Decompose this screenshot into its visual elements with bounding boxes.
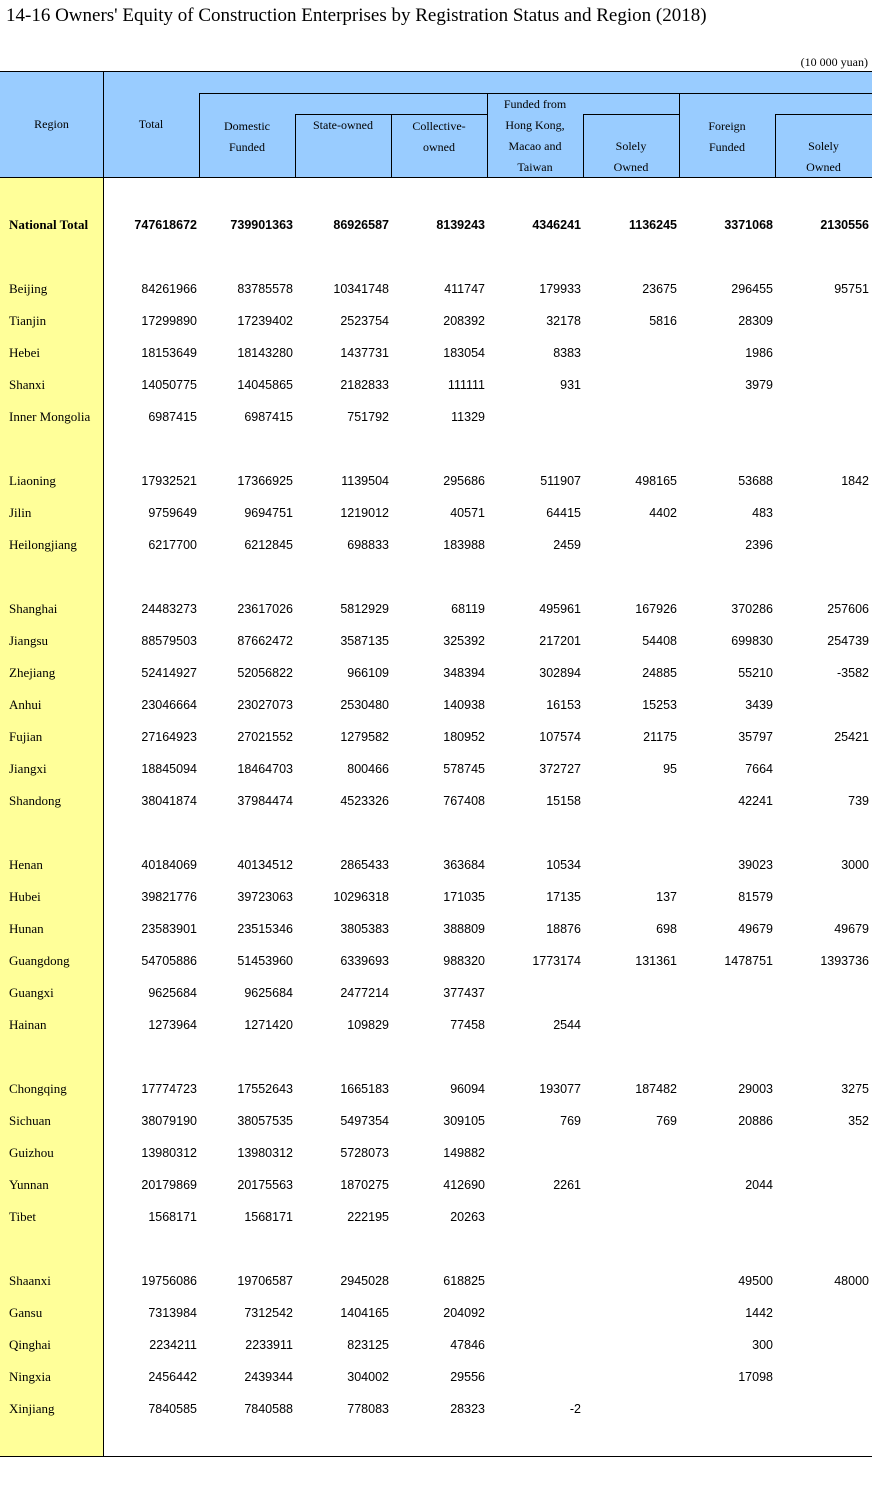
value-cell: 739 [848, 794, 869, 808]
table-row [0, 951, 872, 971]
value-cell: 16153 [546, 698, 581, 712]
region-name: Beijing [9, 281, 48, 296]
value-cell: 1271420 [244, 1018, 293, 1032]
value-cell: 193077 [539, 1082, 581, 1096]
value-cell: 10534 [546, 858, 581, 872]
value-cell: 511907 [540, 474, 581, 488]
value-cell: 47846 [450, 1338, 485, 1352]
value-cell: 23027073 [237, 698, 293, 712]
value-cell: 64415 [546, 506, 581, 520]
value-cell: 25421 [834, 730, 869, 744]
value-cell: 27164923 [141, 730, 197, 744]
value-cell: 352 [848, 1114, 869, 1128]
region-name: Shaanxi [9, 1273, 51, 1288]
table-row [0, 1015, 872, 1035]
value-cell: 208392 [443, 314, 485, 328]
value-cell: 2865433 [340, 858, 389, 872]
table-row [0, 503, 872, 523]
value-cell: 3000 [841, 858, 869, 872]
value-cell: 52056822 [237, 666, 293, 680]
value-cell: 28323 [450, 1402, 485, 1416]
value-cell: 769 [656, 1114, 677, 1128]
value-cell: 6212845 [244, 538, 293, 552]
value-cell: 131361 [635, 954, 677, 968]
header-hk-macao-taiwan-funded: Funded from Hong Kong, Macao and Taiwan [503, 97, 567, 174]
region-name: Guangxi [9, 985, 54, 1000]
table-row [0, 695, 872, 715]
value-cell: 149882 [443, 1146, 485, 1160]
table-row [0, 407, 872, 427]
region-name: Hunan [9, 921, 44, 936]
value-cell: 23046664 [141, 698, 197, 712]
region-name: Shanghai [9, 601, 58, 616]
value-cell: 87662472 [237, 634, 293, 648]
value-cell: 23583901 [141, 922, 197, 936]
table-row [0, 599, 872, 619]
value-cell: 20179869 [141, 1178, 197, 1192]
value-cell: 751792 [347, 410, 389, 424]
value-cell: 2234211 [149, 1338, 197, 1352]
region-name: Anhui [9, 697, 42, 712]
value-cell: 2233911 [245, 1338, 293, 1352]
table-title: 14-16 Owners' Equity of Construction Enterprises by Registration Status and Region (2018) [6, 5, 707, 26]
header-foreign-funded: Foreign Funded [708, 119, 746, 154]
header-hkmt-solely-owned: Solely Owned [613, 139, 649, 174]
unit-label: (10 000 yuan) [800, 55, 868, 69]
value-cell: 302894 [539, 666, 581, 680]
region-name: Shandong [9, 793, 61, 808]
value-cell: 3439 [745, 698, 773, 712]
value-cell: 1139504 [341, 474, 389, 488]
region-name: Guizhou [9, 1145, 54, 1160]
value-cell: 15158 [546, 794, 581, 808]
value-cell: 49679 [834, 922, 869, 936]
value-cell: 183054 [443, 346, 485, 360]
table-row [0, 1399, 872, 1419]
value-cell: 495961 [539, 602, 581, 616]
value-cell: 39023 [738, 858, 773, 872]
value-cell: 17239402 [237, 314, 293, 328]
value-cell: 39723063 [237, 890, 293, 904]
region-name: Gansu [9, 1305, 43, 1320]
region-name: Liaoning [9, 473, 56, 488]
value-cell: 14045865 [237, 378, 293, 392]
value-cell: 769 [560, 1114, 581, 1128]
value-cell: 17552643 [237, 1082, 293, 1096]
value-cell: 37984474 [237, 794, 293, 808]
value-cell: 179933 [539, 282, 581, 296]
value-cell: 2456442 [148, 1370, 197, 1384]
value-cell: 257606 [827, 602, 869, 616]
value-cell: 51453960 [237, 954, 293, 968]
table-row [0, 631, 872, 651]
value-cell: 55210 [738, 666, 773, 680]
value-cell: 180952 [443, 730, 485, 744]
value-cell: 19756086 [141, 1274, 197, 1288]
value-cell: 4523326 [340, 794, 389, 808]
value-cell: 40571 [450, 506, 485, 520]
value-cell: 13980312 [141, 1146, 197, 1160]
value-cell: 7313984 [148, 1306, 197, 1320]
value-cell: 363684 [443, 858, 485, 872]
table-row [0, 983, 872, 1003]
table-row [0, 1335, 872, 1355]
value-cell: 1279582 [340, 730, 389, 744]
value-cell: 7312542 [244, 1306, 293, 1320]
value-cell: 6987415 [148, 410, 197, 424]
value-cell: 4346241 [532, 218, 581, 232]
value-cell: -3582 [837, 666, 869, 680]
region-name: Heilongjiang [9, 537, 77, 552]
value-cell: 86926587 [333, 218, 389, 232]
value-cell: 800466 [347, 762, 389, 776]
value-cell: 52414927 [141, 666, 197, 680]
value-cell: 40184069 [141, 858, 197, 872]
value-cell: 11329 [451, 410, 485, 424]
value-cell: 17098 [738, 1370, 773, 1384]
value-cell: 372727 [539, 762, 581, 776]
value-cell: 304002 [347, 1370, 389, 1384]
national-total-row [0, 215, 872, 235]
value-cell: 53688 [738, 474, 773, 488]
table-row [0, 1271, 872, 1291]
value-cell: 370286 [731, 602, 773, 616]
value-cell: 29003 [738, 1082, 773, 1096]
value-cell: 38079190 [141, 1114, 197, 1128]
value-cell: 296455 [731, 282, 773, 296]
region-name: Chongqing [9, 1081, 67, 1096]
value-cell: 5816 [649, 314, 677, 328]
header-foreign-solely-owned: Solely Owned [806, 139, 841, 174]
value-cell: 13980312 [237, 1146, 293, 1160]
value-cell: 17774723 [141, 1082, 197, 1096]
value-cell: 18153649 [141, 346, 197, 360]
table-row [0, 279, 872, 299]
value-cell: 412690 [443, 1178, 485, 1192]
value-cell: 38057535 [237, 1114, 293, 1128]
value-cell: 1986 [745, 346, 773, 360]
value-cell: 739901363 [230, 218, 293, 232]
value-cell: 29556 [450, 1370, 485, 1384]
value-cell: 137 [656, 890, 677, 904]
table-row [0, 535, 872, 555]
value-cell: 24483273 [141, 602, 197, 616]
value-cell: 823125 [347, 1338, 389, 1352]
value-cell: 83785578 [237, 282, 293, 296]
value-cell: 21175 [643, 730, 677, 744]
region-name: Hainan [9, 1017, 47, 1032]
value-cell: 167926 [635, 602, 677, 616]
value-cell: 48000 [834, 1274, 869, 1288]
region-name: Fujian [9, 729, 43, 744]
value-cell: 95 [663, 762, 677, 776]
value-cell: 3275 [841, 1082, 869, 1096]
value-cell: 32178 [546, 314, 581, 328]
value-cell: 18876 [546, 922, 581, 936]
value-cell: 8383 [553, 346, 581, 360]
region-name: Henan [9, 857, 43, 872]
table-row [0, 343, 872, 363]
value-cell: 49679 [738, 922, 773, 936]
header-bottom-rule [0, 177, 872, 178]
value-cell: 254739 [827, 634, 869, 648]
top-rule [0, 71, 872, 72]
header-region: Region [34, 117, 69, 131]
table-row [0, 855, 872, 875]
table-row [0, 1111, 872, 1131]
value-cell: 3979 [745, 378, 773, 392]
value-cell: 2182833 [340, 378, 389, 392]
header-domestic-funded: Domestic Funded [224, 119, 270, 154]
value-cell: 483 [752, 506, 773, 520]
value-cell: 28309 [738, 314, 773, 328]
value-cell: 1665183 [340, 1082, 389, 1096]
value-cell: 187482 [635, 1082, 677, 1096]
value-cell: 217201 [539, 634, 581, 648]
value-cell: 7840588 [244, 1402, 293, 1416]
value-cell: 2530480 [340, 698, 389, 712]
value-cell: 2544 [553, 1018, 581, 1032]
table-row [0, 1079, 872, 1099]
value-cell: 1404165 [340, 1306, 389, 1320]
value-cell: 23617026 [237, 602, 293, 616]
value-cell: 377437 [443, 986, 485, 1000]
table-row [0, 1175, 872, 1195]
value-cell: 966109 [347, 666, 389, 680]
value-cell: -2 [569, 1402, 581, 1416]
region-name: Hebei [9, 345, 41, 360]
table-row [0, 791, 872, 811]
table-row [0, 919, 872, 939]
value-cell: 1842 [841, 474, 869, 488]
value-cell: 931 [560, 378, 581, 392]
value-cell: 18464703 [237, 762, 293, 776]
table-row [0, 375, 872, 395]
value-cell: 109829 [347, 1018, 389, 1032]
value-cell: 2459 [553, 538, 581, 552]
value-cell: 1437731 [340, 346, 389, 360]
value-cell: 23675 [642, 282, 677, 296]
value-cell: 767408 [443, 794, 485, 808]
value-cell: 20886 [738, 1114, 773, 1128]
region-name: Guangdong [9, 953, 70, 968]
value-cell: 9694751 [244, 506, 293, 520]
region-name: Inner Mongolia [9, 409, 91, 424]
value-cell: 7840585 [148, 1402, 197, 1416]
region-name: Ningxia [9, 1369, 51, 1384]
region-name: Shanxi [9, 377, 46, 392]
value-cell: 988320 [443, 954, 485, 968]
value-cell: 96094 [450, 1082, 485, 1096]
value-cell: 2396 [745, 538, 773, 552]
value-cell: 1568171 [148, 1210, 197, 1224]
value-cell: 17932521 [141, 474, 197, 488]
region-name: Hubei [9, 889, 41, 904]
value-cell: 42241 [738, 794, 773, 808]
value-cell: 183988 [443, 538, 485, 552]
value-cell: 18845094 [141, 762, 197, 776]
value-cell: 5728073 [340, 1146, 389, 1160]
value-cell: 1773174 [532, 954, 581, 968]
table-row [0, 1143, 872, 1163]
value-cell: 2945028 [340, 1274, 389, 1288]
region-name: Sichuan [9, 1113, 51, 1128]
value-cell: 140938 [443, 698, 485, 712]
value-cell: 6987415 [244, 410, 293, 424]
value-cell: 2439344 [244, 1370, 293, 1384]
value-cell: 8139243 [436, 218, 485, 232]
value-cell: 20175563 [237, 1178, 293, 1192]
value-cell: 5497354 [340, 1114, 389, 1128]
value-cell: 747618672 [134, 218, 197, 232]
value-cell: 1219012 [340, 506, 389, 520]
value-cell: 54408 [642, 634, 677, 648]
value-cell: 222195 [347, 1210, 389, 1224]
table-row [0, 311, 872, 331]
value-cell: 618825 [443, 1274, 485, 1288]
value-cell: 2130556 [820, 218, 869, 232]
table-row [0, 1367, 872, 1387]
table-row [0, 887, 872, 907]
value-cell: 2523754 [340, 314, 389, 328]
value-cell: 498165 [635, 474, 677, 488]
value-cell: 40134512 [237, 858, 293, 872]
value-cell: 23515346 [237, 922, 293, 936]
value-cell: 10296318 [333, 890, 389, 904]
value-cell: 14050775 [141, 378, 197, 392]
value-cell: 19706587 [237, 1274, 293, 1288]
region-name: Jiangxi [9, 761, 47, 776]
table-row [0, 1207, 872, 1227]
value-cell: 1273964 [148, 1018, 197, 1032]
value-cell: 24885 [642, 666, 677, 680]
value-cell: 171035 [443, 890, 485, 904]
value-cell: 1393736 [820, 954, 869, 968]
region-name: Jilin [9, 505, 32, 520]
value-cell: 2477214 [340, 986, 389, 1000]
value-cell: 54705886 [141, 954, 197, 968]
value-cell: 9625684 [148, 986, 197, 1000]
bottom-rule [0, 1456, 872, 1457]
value-cell: 49500 [738, 1274, 773, 1288]
value-cell: 698 [656, 922, 677, 936]
value-cell: 7664 [745, 762, 773, 776]
value-cell: 111111 [447, 378, 485, 392]
table-row [0, 727, 872, 747]
region-name: Tianjin [9, 313, 47, 328]
value-cell: 84261966 [141, 282, 197, 296]
value-cell: 388809 [443, 922, 485, 936]
value-cell: 411747 [444, 282, 485, 296]
value-cell: 1136245 [629, 218, 677, 232]
value-cell: 295686 [443, 474, 485, 488]
header-total: Total [138, 117, 164, 131]
header-rule-hkmt [583, 114, 679, 115]
value-cell: 3587135 [340, 634, 389, 648]
value-cell: 300 [752, 1338, 773, 1352]
value-cell: 81579 [738, 890, 773, 904]
value-cell: 17366925 [237, 474, 293, 488]
value-cell: 18143280 [237, 346, 293, 360]
value-cell: 5812929 [340, 602, 389, 616]
value-cell: 325392 [443, 634, 485, 648]
value-cell: 17299890 [141, 314, 197, 328]
value-cell: 77458 [450, 1018, 485, 1032]
table-row [0, 1303, 872, 1323]
value-cell: 2044 [745, 1178, 773, 1192]
header-state-owned: State-owned [313, 118, 373, 132]
value-cell: 1478751 [724, 954, 773, 968]
value-cell: 699830 [731, 634, 773, 648]
value-cell: 1442 [745, 1306, 773, 1320]
region-name: National Total [9, 217, 89, 232]
table-row [0, 759, 872, 779]
header-rule-foreign [775, 114, 872, 115]
region-name: Yunnan [9, 1177, 49, 1192]
value-cell: 2261 [553, 1178, 581, 1192]
table-row [0, 471, 872, 491]
value-cell: 4402 [649, 506, 677, 520]
value-cell: 20263 [450, 1210, 485, 1224]
value-cell: 9625684 [244, 986, 293, 1000]
value-cell: 1870275 [340, 1178, 389, 1192]
value-cell: 778083 [347, 1402, 389, 1416]
region-column-background [0, 178, 103, 1456]
value-cell: 27021552 [237, 730, 293, 744]
value-cell: 39821776 [141, 890, 197, 904]
value-cell: 35797 [738, 730, 773, 744]
value-cell: 6339693 [340, 954, 389, 968]
table-row [0, 663, 872, 683]
value-cell: 698833 [347, 538, 389, 552]
header-collective-owned: Collective- owned [412, 119, 466, 154]
value-cell: 9759649 [148, 506, 197, 520]
value-cell: 1568171 [244, 1210, 293, 1224]
value-cell: 204092 [443, 1306, 485, 1320]
region-name: Tibet [9, 1209, 36, 1224]
value-cell: 38041874 [141, 794, 197, 808]
value-cell: 3371068 [724, 218, 773, 232]
value-cell: 578745 [443, 762, 485, 776]
value-cell: 309105 [443, 1114, 485, 1128]
value-cell: 6217700 [148, 538, 197, 552]
value-cell: 17135 [546, 890, 581, 904]
region-name: Xinjiang [9, 1401, 55, 1416]
value-cell: 95751 [834, 282, 869, 296]
value-cell: 15253 [642, 698, 677, 712]
value-cell: 348394 [443, 666, 485, 680]
value-cell: 10341748 [333, 282, 389, 296]
region-name: Qinghai [9, 1337, 51, 1352]
region-name: Jiangsu [9, 633, 48, 648]
value-cell: 68119 [451, 602, 485, 616]
value-cell: 3805383 [340, 922, 389, 936]
region-name: Zhejiang [9, 665, 56, 680]
value-cell: 107574 [539, 730, 581, 744]
value-cell: 88579503 [141, 634, 197, 648]
